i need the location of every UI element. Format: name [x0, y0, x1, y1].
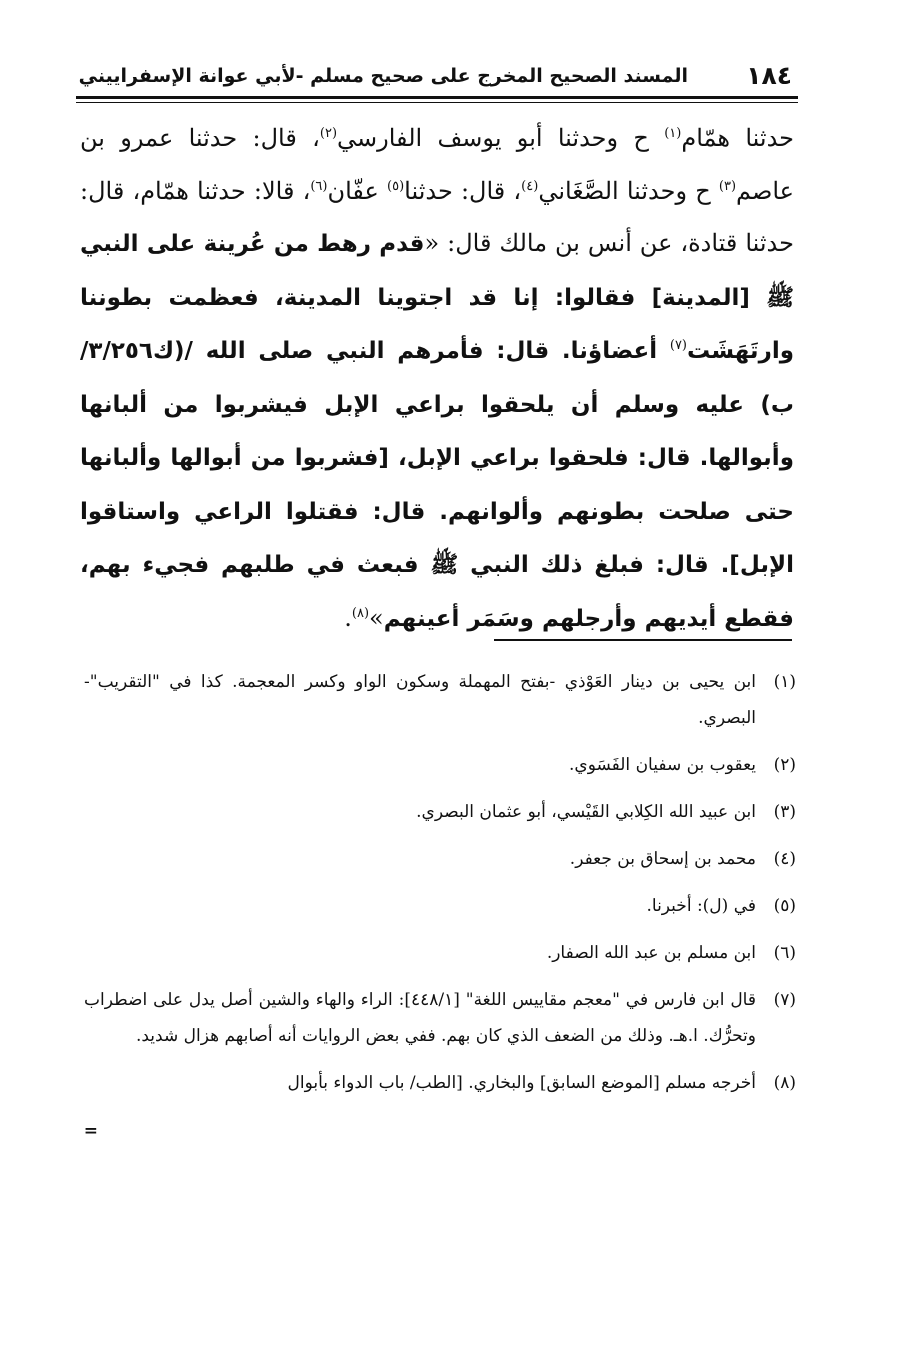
continuation-mark: =: [83, 1121, 98, 1141]
text-segment: ، قالا: حدثنا همّام، قال: حدثنا قتادة، عن أنس بن مالك قال: «: [80, 176, 794, 257]
footnote-number: (٣): [773, 802, 796, 822]
footnote-item: [84, 888, 796, 924]
footnote-text: أخرجه مسلم [الموضع السابق] والبخاري. [الطب/ باب الدواء بأبوال: [287, 1073, 756, 1093]
footnote-text: يعقوب بن سفيان الفَسَوي.: [569, 755, 756, 775]
footnote-item: [84, 747, 796, 783]
footnotes: [84, 664, 796, 1149]
footnote-item: [84, 935, 796, 971]
text-segment: .: [344, 603, 352, 632]
footnote-ref-2: (٢): [319, 126, 338, 141]
footnote-text: قال ابن فارس في "معجم مقاييس اللغة" [٤٤٨/١]: الراء والهاء والشين أصل يدل على اضطراب وتحرُّك. ا.هـ. وذلك من الضعف الذي كان بهم. ففي بعض الروايات أنه أصابهم هزال شديد.: [84, 990, 756, 1046]
hadith-matn-bold: قدم رهط من عُرينة على النبي ﷺ [المدينة] فقالوا: إنا قد اجتوينا المدينة، فعظمت بطوننا وارتَهَشَت: [80, 231, 794, 364]
footnote-number: (٤): [773, 849, 796, 869]
main-text: [80, 112, 794, 645]
running-title: المسند الصحيح المخرج على صحيح مسلم -لأبي عوانة الإسفراييني: [78, 65, 688, 87]
footnote-number: (٥): [773, 896, 796, 916]
footnote-item: [84, 841, 796, 877]
text-segment: ح وحدثنا الصَّغَاني: [538, 176, 719, 205]
hadith-matn-bold: أعضاؤنا. قال: فأمرهم النبي صلى الله /(ك٣/٢٥٦/ب) عليه وسلم أن يلحقوا براعي الإبل فيشربوا من ألبانها وأبوالها. قال: فلحقوا براعي الإبل، [فشربوا من أبوالها وألبانها حتى صلحت بطونهم وألوانهم. قال: فقتلوا الراعي واستاقوا الإبل]. قال: فبلغ ذلك النبي ﷺ فبعث في طلبهم فجيء بهم، فقطع أيديهم وأرجلهم وسَمَر أعينهم: [80, 338, 794, 632]
hadith-paragraph: [80, 112, 794, 645]
page-header: [78, 58, 796, 94]
footnote-ref-8: (٨): [351, 605, 370, 621]
footnote-number: (٧): [773, 990, 796, 1010]
footnote-number: (٢): [773, 755, 796, 775]
footnote-separator: [494, 639, 792, 641]
footnote-ref-7: (٧): [669, 338, 687, 353]
header-rule-thin: [76, 102, 798, 103]
page-number: ١٨٤: [746, 61, 792, 90]
footnote-ref-1: (١): [664, 126, 682, 141]
text-segment: ، قال: حدثنا عمرو بن عاصم: [80, 124, 794, 205]
header-rule-thick: [76, 96, 798, 99]
footnote-ref-6: (٦): [310, 178, 328, 194]
footnote-ref-5: (٥): [387, 178, 405, 194]
text-segment: »: [369, 603, 384, 632]
text-segment: عفّان: [327, 176, 388, 205]
text-segment: ح وحدثنا أبو يوسف الفارسي: [337, 124, 665, 152]
footnote-number: (٨): [773, 1073, 796, 1093]
footnote-text: محمد بن إسحاق بن جعفر.: [569, 849, 756, 869]
footnote-item: [84, 794, 796, 830]
footnote-item: [84, 982, 796, 1054]
footnote-item: [84, 664, 796, 736]
text-segment: ، قال: حدثنا: [404, 176, 522, 205]
footnote-text: ابن يحيى بن دينار العَوْذي -بفتح المهملة وسكون الواو وكسر المعجمة. كذا في "التقريب"- البصري.: [84, 672, 756, 728]
footnote-number: (١): [773, 672, 796, 692]
footnote-number: (٦): [773, 943, 796, 963]
text-segment: حدثنا همّام: [681, 124, 794, 152]
footnote-text: ابن عبيد الله الكِلابي القَيْسي، أبو عثمان البصري.: [416, 802, 756, 822]
footnote-text: في (ل): أخبرنا.: [646, 896, 756, 916]
footnote-ref-3: (٣): [718, 178, 737, 194]
footnote-text: ابن مسلم بن عبد الله الصفار.: [546, 943, 756, 963]
footnote-item: [84, 1065, 796, 1101]
footnote-ref-4: (٤): [521, 178, 539, 194]
